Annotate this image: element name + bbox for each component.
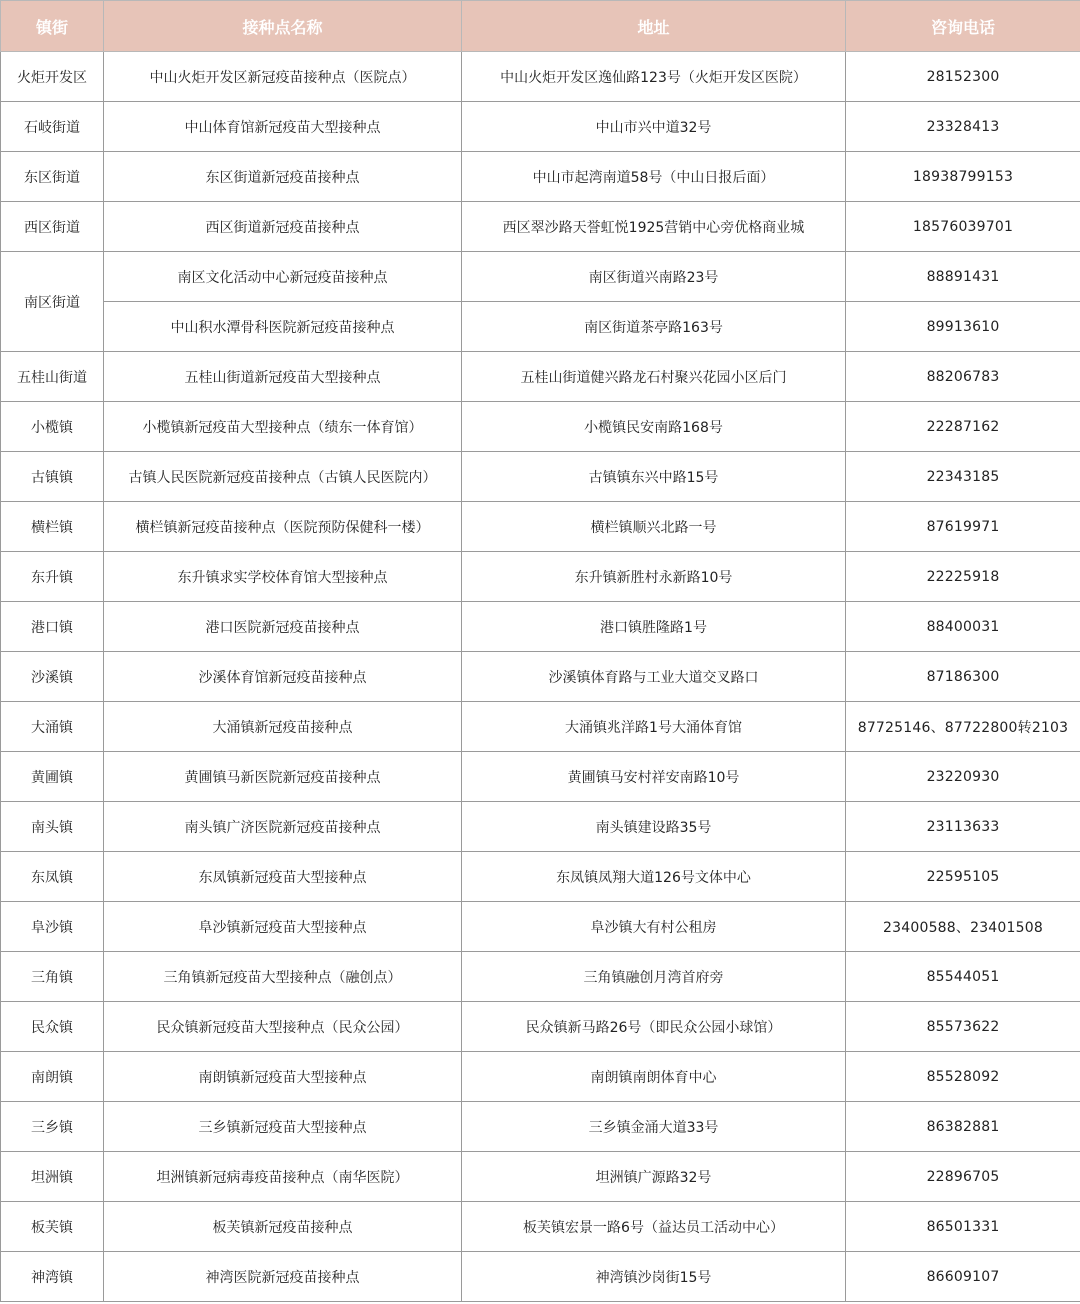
table-row [1, 352, 1080, 402]
table-row [1, 652, 1080, 702]
town-cell: 民众镇 [1, 1002, 104, 1052]
address-cell: 中山火炬开发区逸仙路123号（火炬开发区医院） [462, 52, 846, 102]
address-cell: 横栏镇顺兴北路一号 [462, 502, 846, 552]
address-cell: 西区翠沙路天誉虹悦1925营销中心旁优格商业城 [462, 202, 846, 252]
header-row [1, 1, 1080, 52]
site-cell: 南朗镇新冠疫苗大型接种点 [104, 1052, 462, 1102]
town-cell: 横栏镇 [1, 502, 104, 552]
site-cell: 民众镇新冠疫苗大型接种点（民众公园） [104, 1002, 462, 1052]
phone-cell: 88891431 [846, 252, 1080, 302]
town-cell: 东升镇 [1, 552, 104, 602]
site-cell: 五桂山街道新冠疫苗大型接种点 [104, 352, 462, 402]
town-cell: 东凤镇 [1, 852, 104, 902]
site-cell: 南区文化活动中心新冠疫苗接种点 [104, 252, 462, 302]
site-cell: 中山火炬开发区新冠疫苗接种点（医院点） [104, 52, 462, 102]
town-cell: 港口镇 [1, 602, 104, 652]
phone-cell: 22343185 [846, 452, 1080, 502]
town-cell: 大涌镇 [1, 702, 104, 752]
town-cell: 板芙镇 [1, 1202, 104, 1252]
header-town: 镇街 [1, 1, 104, 52]
table-row [1, 902, 1080, 952]
address-cell: 板芙镇宏景一路6号（益达员工活动中心） [462, 1202, 846, 1252]
address-cell: 南区街道兴南路23号 [462, 252, 846, 302]
phone-cell: 86501331 [846, 1202, 1080, 1252]
address-cell: 大涌镇兆洋路1号大涌体育馆 [462, 702, 846, 752]
phone-cell: 85544051 [846, 952, 1080, 1002]
site-cell: 黄圃镇马新医院新冠疫苗接种点 [104, 752, 462, 802]
address-cell: 坦洲镇广源路32号 [462, 1152, 846, 1202]
table-row [1, 1002, 1080, 1052]
town-cell: 黄圃镇 [1, 752, 104, 802]
address-cell: 中山市兴中道32号 [462, 102, 846, 152]
table-row [1, 852, 1080, 902]
header-address: 地址 [462, 1, 846, 52]
address-cell: 小榄镇民安南路168号 [462, 402, 846, 452]
address-cell: 神湾镇沙岗街15号 [462, 1252, 846, 1302]
table-row [1, 52, 1080, 102]
site-cell: 港口医院新冠疫苗接种点 [104, 602, 462, 652]
phone-cell: 88400031 [846, 602, 1080, 652]
town-cell: 五桂山街道 [1, 352, 104, 402]
table-row [1, 702, 1080, 752]
town-cell: 神湾镇 [1, 1252, 104, 1302]
site-cell: 东升镇求实学校体育馆大型接种点 [104, 552, 462, 602]
address-cell: 黄圃镇马安村祥安南路10号 [462, 752, 846, 802]
phone-cell: 22287162 [846, 402, 1080, 452]
address-cell: 民众镇新马路26号（即民众公园小球馆） [462, 1002, 846, 1052]
table-row [1, 402, 1080, 452]
phone-cell: 85573622 [846, 1002, 1080, 1052]
table-row [1, 102, 1080, 152]
site-cell: 阜沙镇新冠疫苗大型接种点 [104, 902, 462, 952]
address-cell: 港口镇胜隆路1号 [462, 602, 846, 652]
table-row [1, 202, 1080, 252]
site-cell: 横栏镇新冠疫苗接种点（医院预防保健科一楼） [104, 502, 462, 552]
site-cell: 中山积水潭骨科医院新冠疫苗接种点 [104, 302, 462, 352]
site-cell: 神湾医院新冠疫苗接种点 [104, 1252, 462, 1302]
table-row [1, 1202, 1080, 1252]
phone-cell: 18576039701 [846, 202, 1080, 252]
phone-cell: 22225918 [846, 552, 1080, 602]
address-cell: 阜沙镇大有村公租房 [462, 902, 846, 952]
address-cell: 南朗镇南朗体育中心 [462, 1052, 846, 1102]
table-row [1, 1152, 1080, 1202]
town-cell: 沙溪镇 [1, 652, 104, 702]
town-cell: 南区街道 [1, 252, 104, 352]
site-cell: 沙溪体育馆新冠疫苗接种点 [104, 652, 462, 702]
town-cell: 南头镇 [1, 802, 104, 852]
table-row [1, 952, 1080, 1002]
phone-cell: 23220930 [846, 752, 1080, 802]
address-cell: 东凤镇凤翔大道126号文体中心 [462, 852, 846, 902]
phone-cell: 87619971 [846, 502, 1080, 552]
site-cell: 三角镇新冠疫苗大型接种点（融创点） [104, 952, 462, 1002]
town-cell: 石岐街道 [1, 102, 104, 152]
address-cell: 中山市起湾南道58号（中山日报后面） [462, 152, 846, 202]
town-cell: 三乡镇 [1, 1102, 104, 1152]
site-cell: 东凤镇新冠疫苗大型接种点 [104, 852, 462, 902]
table-row [1, 452, 1080, 502]
header-site-name: 接种点名称 [104, 1, 462, 52]
town-cell: 东区街道 [1, 152, 104, 202]
table-row [1, 502, 1080, 552]
address-cell: 三角镇融创月湾首府旁 [462, 952, 846, 1002]
phone-cell: 23113633 [846, 802, 1080, 852]
header-phone: 咨询电话 [846, 1, 1080, 52]
phone-cell: 86382881 [846, 1102, 1080, 1152]
town-cell: 古镇镇 [1, 452, 104, 502]
phone-cell: 23328413 [846, 102, 1080, 152]
address-cell: 东升镇新胜村永新路10号 [462, 552, 846, 602]
phone-cell: 88206783 [846, 352, 1080, 402]
table-row [1, 802, 1080, 852]
phone-cell: 22595105 [846, 852, 1080, 902]
town-cell: 阜沙镇 [1, 902, 104, 952]
table-row [1, 252, 1080, 302]
phone-cell: 86609107 [846, 1252, 1080, 1302]
site-cell: 坦洲镇新冠病毒疫苗接种点（南华医院） [104, 1152, 462, 1202]
town-cell: 三角镇 [1, 952, 104, 1002]
town-cell: 坦洲镇 [1, 1152, 104, 1202]
address-cell: 五桂山街道健兴路龙石村聚兴花园小区后门 [462, 352, 846, 402]
site-cell: 板芙镇新冠疫苗接种点 [104, 1202, 462, 1252]
table-row [1, 152, 1080, 202]
table-row [1, 1052, 1080, 1102]
table-row [1, 552, 1080, 602]
site-cell: 三乡镇新冠疫苗大型接种点 [104, 1102, 462, 1152]
town-cell: 小榄镇 [1, 402, 104, 452]
site-cell: 中山体育馆新冠疫苗大型接种点 [104, 102, 462, 152]
address-cell: 三乡镇金涌大道33号 [462, 1102, 846, 1152]
site-cell: 南头镇广济医院新冠疫苗接种点 [104, 802, 462, 852]
table-row [1, 752, 1080, 802]
address-cell: 南头镇建设路35号 [462, 802, 846, 852]
site-cell: 东区街道新冠疫苗接种点 [104, 152, 462, 202]
town-cell: 南朗镇 [1, 1052, 104, 1102]
phone-cell: 89913610 [846, 302, 1080, 352]
phone-cell: 28152300 [846, 52, 1080, 102]
address-cell: 古镇镇东兴中路15号 [462, 452, 846, 502]
town-cell: 西区街道 [1, 202, 104, 252]
town-cell: 火炬开发区 [1, 52, 104, 102]
table-row [1, 1102, 1080, 1152]
table-row [1, 1252, 1080, 1302]
phone-cell: 87725146、87722800转2103 [846, 702, 1080, 752]
phone-cell: 18938799153 [846, 152, 1080, 202]
table-row [1, 602, 1080, 652]
site-cell: 西区街道新冠疫苗接种点 [104, 202, 462, 252]
site-cell: 小榄镇新冠疫苗大型接种点（绩东一体育馆） [104, 402, 462, 452]
site-cell: 大涌镇新冠疫苗接种点 [104, 702, 462, 752]
phone-cell: 85528092 [846, 1052, 1080, 1102]
phone-cell: 23400588、23401508 [846, 902, 1080, 952]
address-cell: 沙溪镇体育路与工业大道交叉路口 [462, 652, 846, 702]
address-cell: 南区街道茶亭路163号 [462, 302, 846, 352]
site-cell: 古镇人民医院新冠疫苗接种点（古镇人民医院内） [104, 452, 462, 502]
phone-cell: 87186300 [846, 652, 1080, 702]
table-row [1, 302, 1080, 352]
phone-cell: 22896705 [846, 1152, 1080, 1202]
